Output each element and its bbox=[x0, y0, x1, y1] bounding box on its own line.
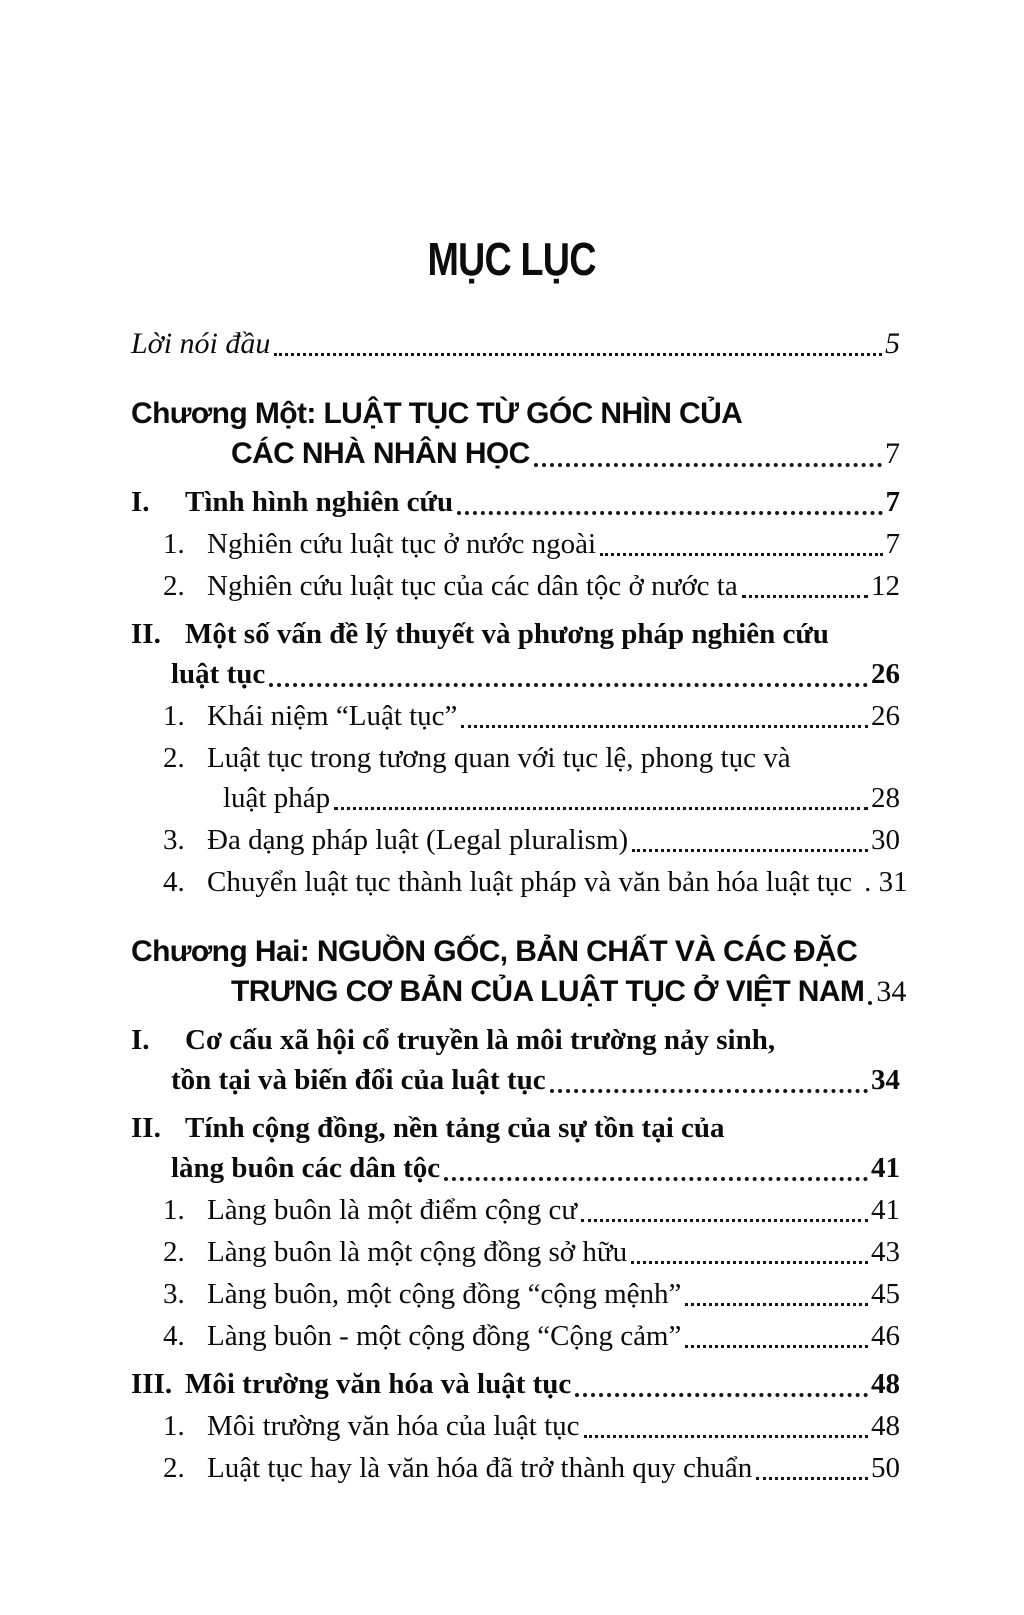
entry-text: Môi trường văn hóa và luật tục bbox=[185, 1368, 572, 1400]
toc-entry bbox=[131, 862, 908, 902]
page-number: 41 bbox=[871, 1194, 900, 1226]
dotted-leader bbox=[270, 324, 883, 364]
entry-number: 2. bbox=[163, 742, 185, 774]
toc-entry-row bbox=[131, 566, 900, 606]
toc-entry-row bbox=[131, 434, 900, 474]
toc-entry-row bbox=[131, 1406, 900, 1446]
toc-list bbox=[131, 324, 908, 1488]
entry-text: luật pháp bbox=[223, 782, 331, 814]
toc-entry bbox=[131, 696, 900, 736]
toc-entry bbox=[131, 614, 900, 694]
entry-text: luật tục bbox=[171, 658, 266, 690]
dotted-leader bbox=[453, 482, 883, 522]
toc-entry bbox=[131, 1316, 900, 1356]
entry-number: 4. bbox=[163, 1320, 185, 1352]
dotted-leader bbox=[457, 696, 869, 736]
page-number: 7 bbox=[885, 528, 900, 560]
toc-entry bbox=[131, 820, 900, 860]
page-number: 43 bbox=[871, 1236, 900, 1268]
page-title bbox=[0, 234, 1024, 285]
entry-text: Làng buôn, một cộng đồng “cộng mệnh” bbox=[207, 1278, 682, 1310]
toc-entry-row bbox=[131, 1448, 900, 1488]
toc-entry bbox=[131, 1020, 900, 1100]
toc-entry-row bbox=[131, 1020, 900, 1060]
toc-entry bbox=[131, 482, 900, 522]
toc-entry bbox=[131, 1406, 900, 1446]
toc-entry bbox=[131, 738, 900, 818]
toc-entry bbox=[131, 566, 900, 606]
page-number: 48 bbox=[871, 1410, 900, 1442]
entry-number: 1. bbox=[163, 528, 185, 560]
page-number: 41 bbox=[871, 1152, 900, 1184]
dotted-leader bbox=[864, 972, 874, 1012]
entry-text: Đa dạng pháp luật (Legal pluralism) bbox=[207, 824, 629, 856]
toc-entry bbox=[131, 1190, 900, 1230]
entry-number: III. bbox=[131, 1368, 173, 1400]
entry-text: Cơ cấu xã hội cổ truyền là môi trường nảy sinh, bbox=[185, 1024, 776, 1056]
toc-entry-row bbox=[131, 1274, 900, 1314]
entry-text: Luật tục hay là văn hóa đã trở thành quy chuẩn bbox=[207, 1452, 753, 1484]
dotted-leader bbox=[681, 1316, 869, 1356]
dotted-leader bbox=[330, 778, 869, 818]
entry-text: Khái niệm “Luật tục” bbox=[207, 700, 458, 732]
page-number: 46 bbox=[871, 1320, 900, 1352]
entry-text: Tính cộng đồng, nền tảng của sự tồn tại của bbox=[185, 1112, 725, 1144]
entry-number: II. bbox=[131, 1112, 161, 1144]
toc-entry-row bbox=[131, 654, 900, 694]
entry-number: I. bbox=[131, 1024, 150, 1056]
toc-entry bbox=[131, 1448, 900, 1488]
page-number: 50 bbox=[871, 1452, 900, 1484]
entry-text: Nghiên cứu luật tục ở nước ngoài bbox=[207, 528, 597, 560]
toc-entry-row bbox=[131, 394, 900, 434]
toc-entry-row bbox=[131, 738, 900, 778]
entry-text: Chương Hai: NGUỒN GỐC, BẢN CHẤT VÀ CÁC ĐẶC bbox=[131, 935, 858, 968]
dotted-leader bbox=[627, 1232, 869, 1272]
toc-entry bbox=[131, 324, 900, 364]
page-number: 12 bbox=[871, 570, 900, 602]
toc-entry bbox=[131, 1108, 900, 1188]
entry-text: Làng buôn - một cộng đồng “Cộng cảm” bbox=[207, 1320, 682, 1352]
dotted-leader bbox=[628, 820, 869, 860]
entry-text: Luật tục trong tương quan với tục lệ, phong tục và bbox=[207, 742, 791, 774]
toc-entry bbox=[131, 1232, 900, 1272]
entry-number: 3. bbox=[163, 1278, 185, 1310]
toc-entry bbox=[131, 1364, 900, 1404]
toc-entry-row bbox=[131, 1316, 900, 1356]
dotted-leader bbox=[580, 1406, 869, 1446]
page-number: 34 bbox=[871, 1064, 900, 1096]
entry-text: Làng buôn là một điểm cộng cư bbox=[207, 1194, 578, 1226]
page-number: 26 bbox=[871, 700, 900, 732]
page-number: 28 bbox=[871, 782, 900, 814]
toc-entry-row bbox=[131, 972, 907, 1012]
toc-entry-row bbox=[131, 614, 900, 654]
toc-entry-row bbox=[131, 778, 900, 818]
entry-number: II. bbox=[131, 618, 161, 650]
entry-number: 2. bbox=[163, 570, 185, 602]
entry-number: 1. bbox=[163, 1410, 185, 1442]
entry-text: Chương Một: LUẬT TỤC TỪ GÓC NHÌN CỦA bbox=[131, 397, 743, 430]
entry-number: 3. bbox=[163, 824, 185, 856]
page-number: 5 bbox=[885, 327, 900, 360]
entry-number: 4. bbox=[163, 866, 185, 898]
toc-entry-row bbox=[131, 1232, 900, 1272]
entry-text: Làng buôn là một cộng đồng sở hữu bbox=[207, 1236, 628, 1268]
toc-entry-row bbox=[131, 932, 900, 972]
toc-entry-row bbox=[131, 862, 908, 902]
entry-text: CÁC NHÀ NHÂN HỌC bbox=[231, 437, 530, 470]
entry-text: TRƯNG CƠ BẢN CỦA LUẬT TỤC Ở VIỆT NAM bbox=[231, 975, 865, 1008]
dotted-leader bbox=[596, 524, 883, 564]
toc-entry bbox=[131, 524, 900, 564]
toc-entry-row bbox=[131, 696, 900, 736]
toc-entry-row bbox=[131, 482, 900, 522]
dotted-leader bbox=[530, 434, 883, 474]
toc-entry-row bbox=[131, 524, 900, 564]
dotted-leader bbox=[738, 566, 869, 606]
toc-entry bbox=[131, 1274, 900, 1314]
dotted-leader bbox=[577, 1190, 869, 1230]
entry-text: Một số vấn đề lý thuyết và phương pháp nghiên cứu bbox=[185, 618, 829, 650]
dotted-leader bbox=[752, 1448, 869, 1488]
page-title-text: MỤC LỤC bbox=[427, 233, 597, 285]
entry-number: 2. bbox=[163, 1236, 185, 1268]
entry-number: 1. bbox=[163, 700, 185, 732]
entry-text: Lời nói đầu bbox=[131, 327, 271, 360]
dotted-leader bbox=[571, 1364, 869, 1404]
toc-entry bbox=[131, 394, 900, 474]
dotted-leader bbox=[852, 862, 862, 902]
dotted-leader bbox=[265, 654, 869, 694]
entry-text: làng buôn các dân tộc bbox=[171, 1152, 441, 1184]
page-number: 30 bbox=[871, 824, 900, 856]
toc-entry-row bbox=[131, 1108, 900, 1148]
toc-entry-row bbox=[131, 1060, 900, 1100]
toc-entry-row bbox=[131, 820, 900, 860]
page-number: 48 bbox=[871, 1368, 900, 1400]
toc-entry-row bbox=[131, 1148, 900, 1188]
page-number: 34 bbox=[876, 975, 907, 1008]
page-number: 26 bbox=[871, 658, 900, 690]
entry-number: 1. bbox=[163, 1194, 185, 1226]
entry-text: tồn tại và biến đổi của luật tục bbox=[171, 1064, 546, 1096]
entry-text: Chuyển luật tục thành luật pháp và văn bản hóa luật tục bbox=[207, 866, 853, 898]
entry-text: Môi trường văn hóa của luật tục bbox=[207, 1410, 580, 1442]
entry-text: Tình hình nghiên cứu bbox=[185, 486, 454, 518]
page-number: . 31 bbox=[864, 866, 908, 898]
page-number: 7 bbox=[885, 486, 900, 518]
toc-entry-row bbox=[131, 1364, 900, 1404]
toc-entry bbox=[131, 932, 907, 1012]
entry-text: Nghiên cứu luật tục của các dân tộc ở nước ta bbox=[207, 570, 738, 602]
toc-entry-row bbox=[131, 1190, 900, 1230]
dotted-leader bbox=[681, 1274, 869, 1314]
entry-number: I. bbox=[131, 486, 150, 518]
page-number: 7 bbox=[885, 437, 900, 470]
dotted-leader bbox=[440, 1148, 869, 1188]
entry-number: 2. bbox=[163, 1452, 185, 1484]
page-number: 45 bbox=[871, 1278, 900, 1310]
dotted-leader bbox=[546, 1060, 869, 1100]
toc-entry-row bbox=[131, 324, 900, 364]
